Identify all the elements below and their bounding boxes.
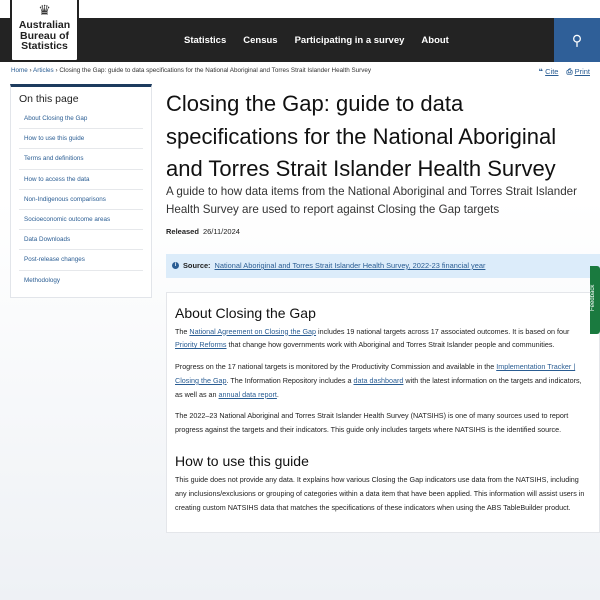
sidebar-item[interactable]: Terms and definitions — [19, 149, 143, 169]
released-date: 26/11/2024 — [202, 226, 240, 236]
source-label: Source: — [183, 261, 211, 270]
paragraph: This guide does not provide any data. It explains how various Closing the Gap indicators use data from the NATSIHS, including any inclusions/exclusions or grouping of categories within a data item that have been applied. This information will assist users in creating custom NATSIHS data that matches the specifications of these indicators when using the ABS TableBuilder product. — [175, 475, 585, 512]
text: . The Information Repository includes a — [226, 375, 354, 385]
section-heading: About Closing the Gap — [175, 304, 316, 321]
paragraph — [175, 325, 585, 353]
text: with the latest information on the targets and indicators, as well as an — [175, 375, 582, 399]
main-content — [166, 88, 600, 533]
national-agreement-link[interactable]: National Agreement on Closing the Gap — [189, 326, 317, 336]
source-banner — [166, 254, 600, 278]
sidebar-item[interactable]: Post-release changes — [19, 250, 143, 270]
text: Progress on the 17 national targets is monitored by the Productivity Commission and available in the — [175, 362, 497, 372]
logo-line: Bureau of — [19, 29, 69, 42]
implementation-tracker-link[interactable]: Implementation Tracker | Closing the Gap — [175, 362, 576, 385]
sidebar-item[interactable]: Data Downloads — [19, 230, 143, 250]
released-label: Released — [166, 226, 199, 236]
nav-statistics[interactable]: Statistics — [184, 34, 227, 46]
nav-about[interactable]: About — [421, 34, 449, 46]
print-link[interactable]: Print — [574, 67, 590, 76]
search-button[interactable] — [554, 18, 600, 62]
info-icon: i — [172, 262, 179, 269]
release-info — [166, 227, 600, 237]
annual-report-link[interactable]: annual data report — [218, 389, 277, 399]
text: The — [175, 326, 190, 336]
content-card — [166, 292, 600, 534]
search-icon: ⚲ — [571, 31, 583, 48]
text: includes 19 national targets across 17 associated outcomes. It is based on four — [316, 326, 570, 336]
paragraph: The 2022–23 National Aboriginal and Torres Strait Islander Health Survey (NATSIHS) is one of many sources used to report progress against the targets and their indicators. This guide only includes targets where NATSIHS is the identified source. — [175, 411, 569, 435]
sidebar-item[interactable]: How to use this guide — [19, 129, 143, 149]
cite-button[interactable] — [539, 67, 559, 77]
text: . — [276, 389, 279, 399]
page-tools — [539, 67, 590, 77]
sidebar-item[interactable]: Non-Indigenous comparisons — [19, 190, 143, 210]
breadcrumb: Home › Articles › Closing the Gap: guide to data specifications for the National Aboriginal and Torres Strait Islander Health Survey — [11, 67, 372, 74]
breadcrumb-current: Closing the Gap: guide to data specifications for the National Aboriginal and Torres Strait Islander Health Survey — [59, 67, 372, 74]
cite-link[interactable]: Cite — [545, 67, 559, 76]
nav-census[interactable]: Census — [243, 34, 278, 46]
quote-icon: ❝ — [538, 67, 544, 76]
logo-line: Australian — [18, 19, 71, 31]
print-button[interactable] — [566, 67, 590, 77]
logo-text — [12, 20, 77, 52]
print-icon: ⎙ — [566, 67, 573, 76]
nav-participating[interactable]: Participating in a survey — [294, 34, 405, 46]
main-nav — [0, 18, 600, 62]
source-link[interactable]: National Aboriginal and Torres Strait Islander Health Survey, 2022-23 financial year — [214, 261, 486, 270]
sidebar-title: On this page — [19, 93, 79, 105]
text: that change how governments work with Aboriginal and Torres Strait Islander people and communities. — [226, 340, 555, 350]
logo-line: Statistics — [21, 40, 68, 52]
sidebar-item[interactable]: Methodology — [24, 276, 61, 284]
priority-reforms-link[interactable]: Priority Reforms — [175, 340, 227, 350]
coat-of-arms-icon: ♛ — [38, 2, 51, 18]
sidebar-item[interactable]: About Closing the Gap — [19, 109, 143, 129]
paragraph — [175, 360, 585, 401]
breadcrumb-home[interactable]: Home — [11, 67, 28, 74]
page-title: Closing the Gap: guide to data specifications for the National Aboriginal and Torres Strait Islander Health Survey — [166, 91, 557, 181]
breadcrumb-articles[interactable]: Articles — [33, 67, 54, 74]
data-dashboard-link[interactable]: data dashboard — [353, 375, 404, 385]
on-this-page-nav — [10, 84, 152, 298]
section-heading: How to use this guide — [175, 453, 309, 470]
sidebar-item[interactable]: How to access the data — [19, 170, 143, 190]
page-subtitle: A guide to how data items from the National Aboriginal and Torres Strait Islander Health Survey are used to report against Closing the Gap targets — [166, 184, 577, 216]
abs-logo[interactable] — [10, 0, 79, 62]
sidebar-item[interactable]: Socioeconomic outcome areas — [19, 210, 143, 230]
feedback-tab[interactable]: Feedback — [590, 266, 600, 334]
